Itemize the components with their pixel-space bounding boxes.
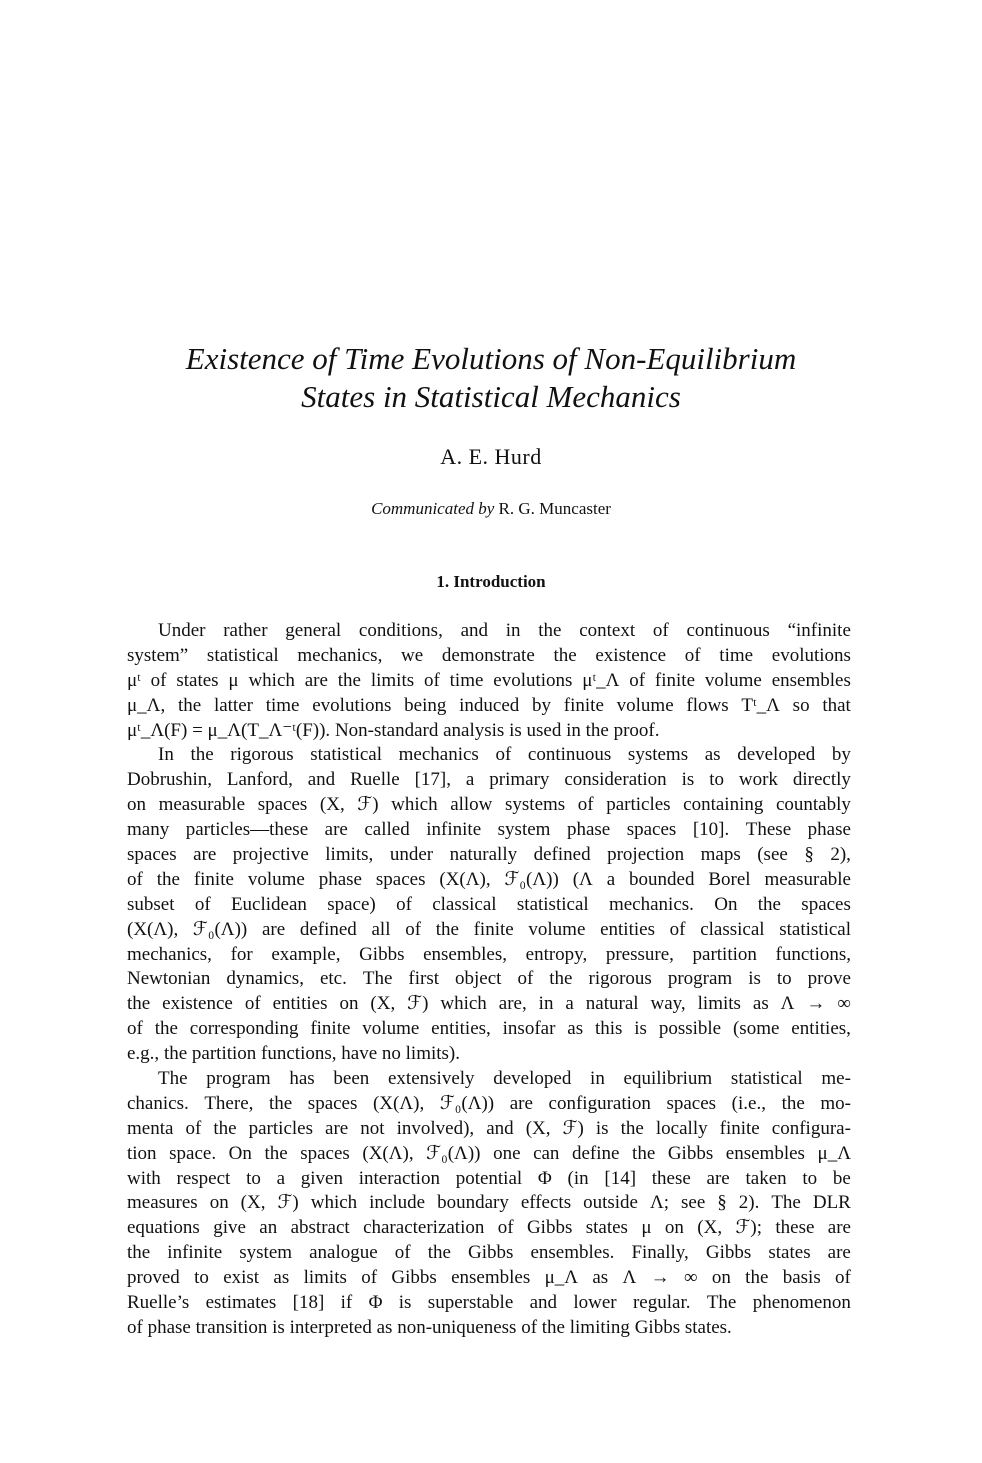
text-line: system” statistical mechanics, we demonstrate the existence of time evolutions: [127, 644, 851, 666]
section-heading: 1. Introduction: [436, 572, 546, 591]
text-line: of the finite volume phase spaces (X(Λ), ℱ₀(Λ)) (Λ a bounded Borel measurable: [127, 868, 851, 890]
text-line: Dobrushin, Lanford, and Ruelle [17], a primary consideration is to work directly: [127, 769, 851, 791]
text-line: Ruelle’s estimates [18] if Φ is superstable and lower regular. The phenomenon: [127, 1292, 851, 1314]
text-line: Newtonian dynamics, etc. The first object of the rigorous program is to prove: [127, 968, 851, 990]
text-line: In the rigorous statistical mechanics of continuous systems as developed by: [158, 744, 851, 766]
text-line: equations give an abstract characterization of Gibbs states μ on (X, ℱ); these are: [127, 1217, 851, 1239]
text-line: μᵗ of states μ which are the limits of time evolutions μᵗ_Λ of finite volume ensembles: [127, 669, 851, 691]
text-line: subset of Euclidean space) of classical statistical mechanics. On the spaces: [127, 893, 851, 915]
text-line: mechanics, for example, Gibbs ensembles, entropy, pressure, partition functions,: [127, 943, 851, 965]
text-line: Under rather general conditions, and in the context of continuous “infinite: [158, 620, 851, 641]
text-line: The program has been extensively developed in equilibrium statistical me-: [158, 1068, 851, 1090]
text-line: of the corresponding finite volume entities, insofar as this is possible (some entities,: [127, 1018, 851, 1040]
text-line: the existence of entities on (X, ℱ) which are, in a natural way, limits as Λ → ∞: [127, 993, 851, 1015]
text-line: tion space. On the spaces (X(Λ), ℱ₀(Λ)) one can define the Gibbs ensembles μ_Λ: [127, 1142, 851, 1164]
text-line: μ_Λ, the latter time evolutions being induced by finite volume flows Tᵗ_Λ so that: [127, 694, 851, 716]
text-line: the infinite system analogue of the Gibbs ensembles. Finally, Gibbs states are: [127, 1242, 851, 1264]
text-line: of phase transition is interpreted as non-uniqueness of the limiting Gibbs states.: [127, 1316, 732, 1338]
communicated-by: [0, 499, 982, 519]
text-line: on measurable spaces (X, ℱ) which allow systems of particles containing countably: [127, 794, 851, 816]
text-line: spaces are projective limits, under naturally defined projection maps (see § 2),: [127, 844, 851, 866]
text-line: measures on (X, ℱ) which include boundary effects outside Λ; see § 2). The DLR: [127, 1192, 851, 1214]
text-line: with respect to a given interaction potential Φ (in [14] these are taken to be: [127, 1167, 851, 1189]
text-line: μᵗ_Λ(F) = μ_Λ(T_Λ⁻ᵗ(F)). Non-standard analysis is used in the proof.: [127, 719, 660, 741]
paragraph: [127, 619, 851, 743]
paper-title: [0, 340, 982, 416]
title-line-2: States in Statistical Mechanics: [301, 379, 681, 414]
communicator-name: R. G. Muncaster: [498, 499, 611, 518]
text-line: menta of the particles are not involved), and (X, ℱ) is the locally finite configura-: [127, 1117, 851, 1139]
paragraph: [127, 743, 851, 1067]
text-line: e.g., the partition functions, have no limits).: [127, 1043, 461, 1065]
text-line: proved to exist as limits of Gibbs ensembles μ_Λ as Λ → ∞ on the basis of: [127, 1267, 851, 1289]
text-line: many particles—these are called infinite system phase spaces [10]. These phase: [127, 819, 851, 841]
text-line: (X(Λ), ℱ₀(Λ)) are defined all of the finite volume entities of classical statistical: [127, 918, 851, 940]
paragraph: [127, 1067, 851, 1341]
communicated-prefix: Communicated by: [371, 499, 495, 518]
body-text: [127, 619, 851, 1341]
text-line: chanics. There, the spaces (X(Λ), ℱ₀(Λ)) are configuration spaces (i.e., the mo-: [127, 1092, 851, 1114]
title-line-1: Existence of Time Evolutions of Non-Equilibrium: [185, 341, 797, 376]
author-name: A. E. Hurd: [440, 444, 542, 469]
